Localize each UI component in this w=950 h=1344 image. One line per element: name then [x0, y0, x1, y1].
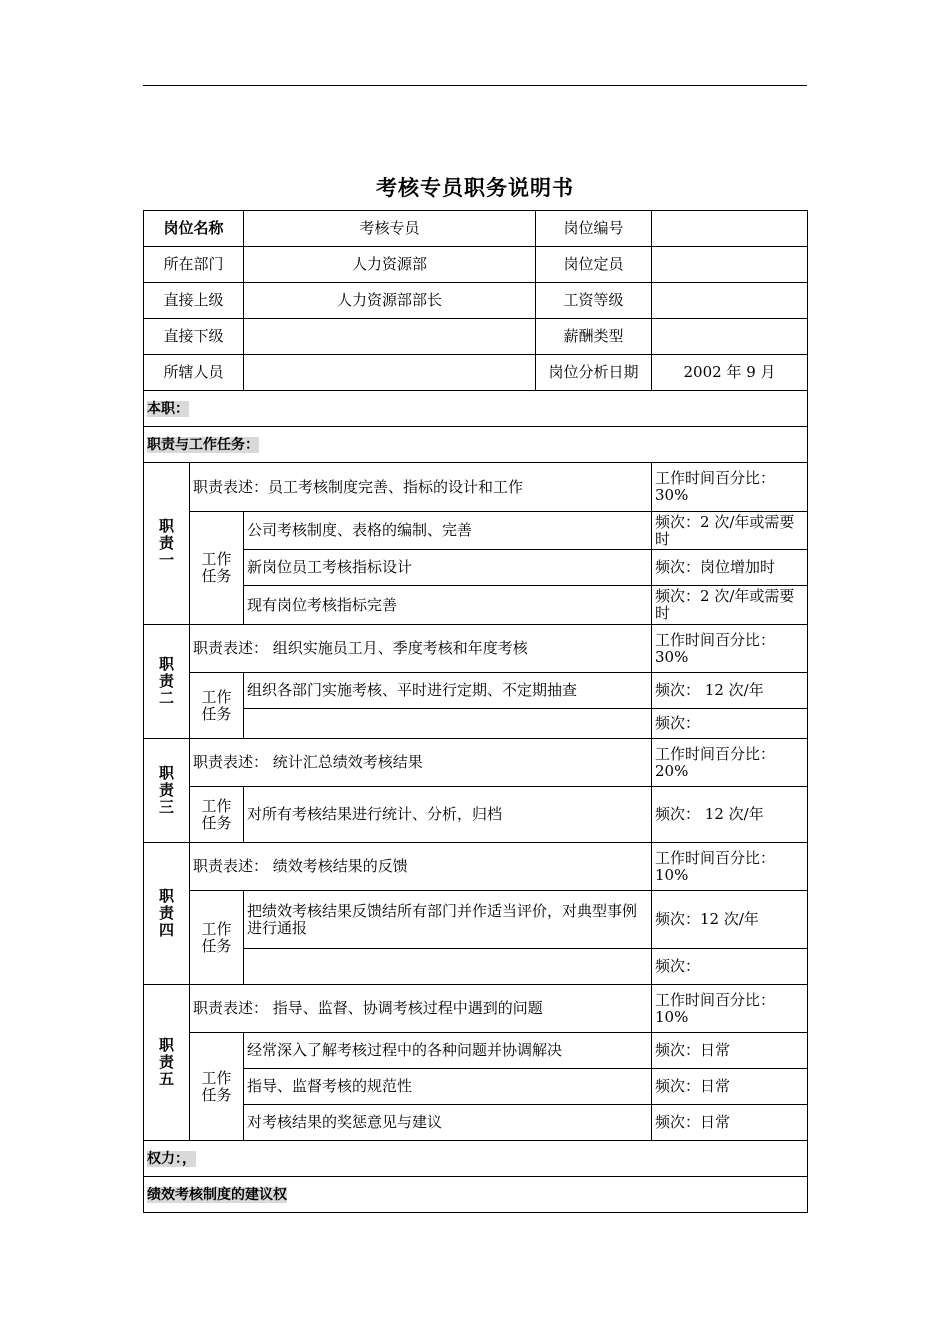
value-analysis-date: 2002 年 9 月 — [652, 355, 808, 391]
duty-1-task-2 — [144, 550, 808, 586]
duty-5-task-3-freq: 频次：日常 — [652, 1105, 808, 1141]
duty-3-label: 职 责 三 — [144, 739, 190, 843]
duty-1-task-1 — [144, 512, 808, 550]
duty-5-task-2-text: 指导、监督考核的规范性 — [244, 1069, 652, 1105]
duty-3-task-1 — [144, 787, 808, 843]
label-analysis-date: 岗位分析日期 — [536, 355, 652, 391]
duty-5-task-1-freq: 频次：日常 — [652, 1033, 808, 1069]
duty-1-statement-row — [144, 463, 808, 512]
duty-5-time-pct: 工作时间百分比：10% — [652, 985, 808, 1033]
duty-4-task-1 — [144, 891, 808, 949]
duty-1-task-1-freq: 频次：2 次/年或需要时 — [652, 512, 808, 550]
duty-5-task-3 — [144, 1105, 808, 1141]
duty-2-task-2-freq: 频次： — [652, 709, 808, 739]
duty-2-task-1 — [144, 673, 808, 709]
duty-2-label: 职 责 二 — [144, 625, 190, 739]
duty-1-statement: 职责表述：员工考核制度完善、指标的设计和工作 — [190, 463, 652, 512]
value-subordinate — [244, 319, 536, 355]
duty-1-task-2-text: 新岗位员工考核指标设计 — [244, 550, 652, 586]
duty-2-task-2 — [144, 709, 808, 739]
value-position-code — [652, 211, 808, 247]
duty-2-task-1-freq: 频次： 12 次/年 — [652, 673, 808, 709]
row-main-duty — [144, 391, 808, 427]
authority-item-1-text: 绩效考核制度的建议权 — [147, 1186, 287, 1203]
row-superior — [144, 283, 808, 319]
row-managed — [144, 355, 808, 391]
value-headcount — [652, 247, 808, 283]
duty-3-time-pct: 工作时间百分比：20% — [652, 739, 808, 787]
duty-4-label: 职 责 四 — [144, 843, 190, 985]
section-duties-heading — [144, 427, 808, 463]
duty-2-statement: 职责表述： 组织实施员工月、季度考核和年度考核 — [190, 625, 652, 673]
value-department: 人力资源部 — [244, 247, 536, 283]
row-authority-item-1 — [144, 1177, 808, 1213]
section-authority-item-1 — [144, 1177, 808, 1213]
row-duties-heading — [144, 427, 808, 463]
label-position-code: 岗位编号 — [536, 211, 652, 247]
duty-4-time-pct: 工作时间百分比：10% — [652, 843, 808, 891]
duty-1-task-3-freq: 频次：2 次/年或需要时 — [652, 586, 808, 625]
duty-4-task-2 — [144, 949, 808, 985]
section-authority — [144, 1141, 808, 1177]
duty-1-task-label: 工作 任务 — [190, 512, 244, 625]
authority-label: 权力：， — [147, 1150, 196, 1167]
duty-1-task-2-freq: 频次：岗位增加时 — [652, 550, 808, 586]
value-salary-grade — [652, 283, 808, 319]
duty-4-statement: 职责表述： 绩效考核结果的反馈 — [190, 843, 652, 891]
duty-4-statement-row — [144, 843, 808, 891]
value-superior: 人力资源部部长 — [244, 283, 536, 319]
row-authority — [144, 1141, 808, 1177]
duty-2-task-label: 工作 任务 — [190, 673, 244, 739]
duty-1-task-1-text: 公司考核制度、表格的编制、完善 — [244, 512, 652, 550]
duty-2-statement-row — [144, 625, 808, 673]
label-salary-grade: 工资等级 — [536, 283, 652, 319]
duty-4-task-1-freq: 频次：12 次/年 — [652, 891, 808, 949]
row-department — [144, 247, 808, 283]
duty-4-task-1-text: 把绩效考核结果反馈结所有部门并作适当评价，对典型事例进行通报 — [244, 891, 652, 949]
value-position-name: 考核专员 — [244, 211, 536, 247]
label-managed: 所辖人员 — [144, 355, 244, 391]
duty-5-statement: 职责表述： 指导、监督、协调考核过程中遇到的问题 — [190, 985, 652, 1033]
label-pay-type: 薪酬类型 — [536, 319, 652, 355]
duty-5-task-label: 工作 任务 — [190, 1033, 244, 1141]
duty-4-task-2-freq: 频次： — [652, 949, 808, 985]
duty-3-statement-row — [144, 739, 808, 787]
duty-2-task-2-text — [244, 709, 652, 739]
duty-5-statement-row — [144, 985, 808, 1033]
duty-3-task-label: 工作 任务 — [190, 787, 244, 843]
value-managed — [244, 355, 536, 391]
duty-4-task-label: 工作 任务 — [190, 891, 244, 985]
main-duty-label: 本职： — [147, 400, 189, 417]
duty-2-task-1-text: 组织各部门实施考核、平时进行定期、不定期抽查 — [244, 673, 652, 709]
duty-2-time-pct: 工作时间百分比：30% — [652, 625, 808, 673]
row-position-name — [144, 211, 808, 247]
duty-1-time-pct: 工作时间百分比：30% — [652, 463, 808, 512]
label-position-name: 岗位名称 — [144, 211, 244, 247]
row-subordinate — [144, 319, 808, 355]
duty-5-task-2 — [144, 1069, 808, 1105]
duty-3-task-1-freq: 频次： 12 次/年 — [652, 787, 808, 843]
page-title: 考核专员职务说明书 — [376, 176, 574, 200]
job-description-table — [143, 210, 808, 1213]
duty-3-statement: 职责表述： 统计汇总绩效考核结果 — [190, 739, 652, 787]
duty-1-task-3 — [144, 586, 808, 625]
label-headcount: 岗位定员 — [536, 247, 652, 283]
label-department: 所在部门 — [144, 247, 244, 283]
duty-4-task-2-text — [244, 949, 652, 985]
section-main-duty — [144, 391, 808, 427]
value-pay-type — [652, 319, 808, 355]
duty-1-label: 职 责 一 — [144, 463, 190, 625]
duties-heading-label: 职责与工作任务： — [147, 436, 259, 453]
label-superior: 直接上级 — [144, 283, 244, 319]
duty-5-task-3-text: 对考核结果的奖惩意见与建议 — [244, 1105, 652, 1141]
duty-5-task-1-text: 经常深入了解考核过程中的各种问题并协调解决 — [244, 1033, 652, 1069]
duty-5-task-1 — [144, 1033, 808, 1069]
duty-5-label: 职 责 五 — [144, 985, 190, 1141]
duty-3-task-1-text: 对所有考核结果进行统计、分析，归档 — [244, 787, 652, 843]
duty-5-task-2-freq: 频次：日常 — [652, 1069, 808, 1105]
duty-1-task-3-text: 现有岗位考核指标完善 — [244, 586, 652, 625]
label-subordinate: 直接下级 — [144, 319, 244, 355]
header-rule — [143, 85, 807, 86]
